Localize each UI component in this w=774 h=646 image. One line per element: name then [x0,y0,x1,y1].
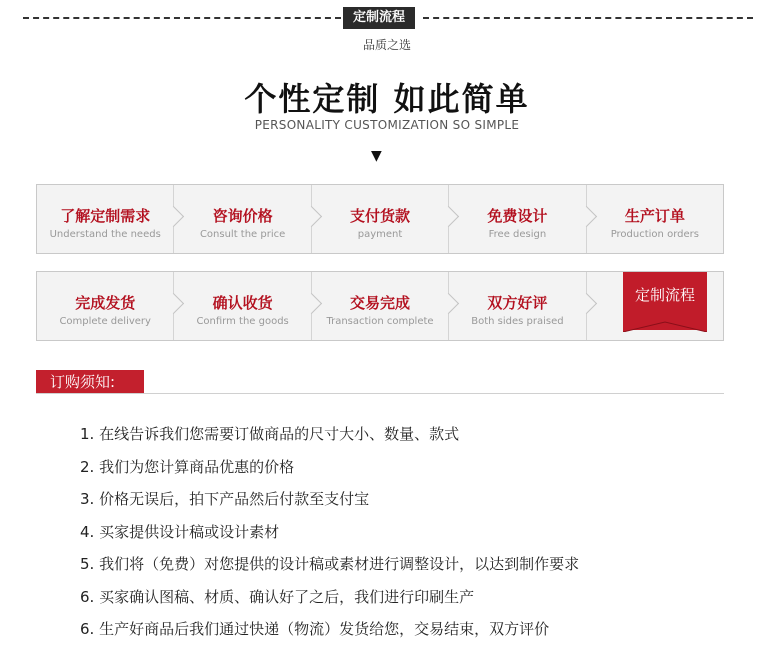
step-title: 生产订单 [624,207,685,225]
page-title-english: PERSONALITY CUSTOMIZATION SO SIMPLE [254,118,520,132]
list-item: 5. 我们将（免费）对您提供的设计稿或素材进行调整设计，以达到制作要求 [80,555,580,573]
process-row-2 [36,271,724,341]
header-divider-right [423,17,753,19]
process-step [173,185,310,253]
step-subtitle: payment [357,229,403,240]
list-item: 6. 生产好商品后我们通过快递（物流）发货给您，交易结束，双方评价 [80,620,550,638]
step-subtitle: Production orders [610,229,699,240]
step-subtitle: Understand the needs [49,229,161,240]
step-title: 确认收货 [212,294,273,312]
process-step [37,185,173,253]
header-divider-left [23,17,341,19]
step-subtitle: Consult the price [199,229,286,240]
process-step [37,272,173,340]
process-step [173,272,310,340]
step-subtitle: Complete delivery [59,316,151,327]
process-step [448,272,585,340]
notice-title: 订购须知: [36,370,144,394]
process-step [586,185,723,253]
list-item: 2. 我们为您计算商品优惠的价格 [80,457,295,476]
step-subtitle: Transaction complete [326,316,434,327]
process-step [311,185,448,253]
step-title: 交易完成 [350,294,411,312]
step-title: 免费设计 [487,207,548,225]
list-item: 3. 价格无误后，拍下产品然后付款至支付宝 [80,490,370,508]
list-item: 4. 买家提供设计稿或设计素材 [80,522,280,541]
list-item: 1. 在线告诉我们您需要订做商品的尺寸大小、数量、款式 [80,425,460,443]
section-badge: 定制流程 [343,7,415,29]
step-subtitle: Free design [488,229,547,240]
process-row-1 [36,184,724,254]
section-subtitle: 品质之选 [362,38,411,52]
step-title: 咨询价格 [212,207,273,225]
down-arrow-icon: ▼ [371,148,382,164]
step-title: 完成发货 [75,294,136,312]
step-subtitle: Both sides praised [471,316,564,327]
notice-divider [36,393,724,394]
notice-list [80,418,579,646]
process-step [448,185,585,253]
step-title: 支付货款 [350,207,411,225]
step-title: 了解定制需求 [60,207,151,225]
list-item: 6. 买家确认图稿、材质、确认好了之后，我们进行印刷生产 [80,587,475,606]
process-step [311,272,448,340]
step-title: 双方好评 [487,294,548,312]
process-flag: 定制流程 [623,272,707,330]
flag-ribbon-tail [623,318,707,332]
step-subtitle: Confirm the goods [196,316,289,327]
page-title: 个性定制 如此简单 [244,80,530,118]
